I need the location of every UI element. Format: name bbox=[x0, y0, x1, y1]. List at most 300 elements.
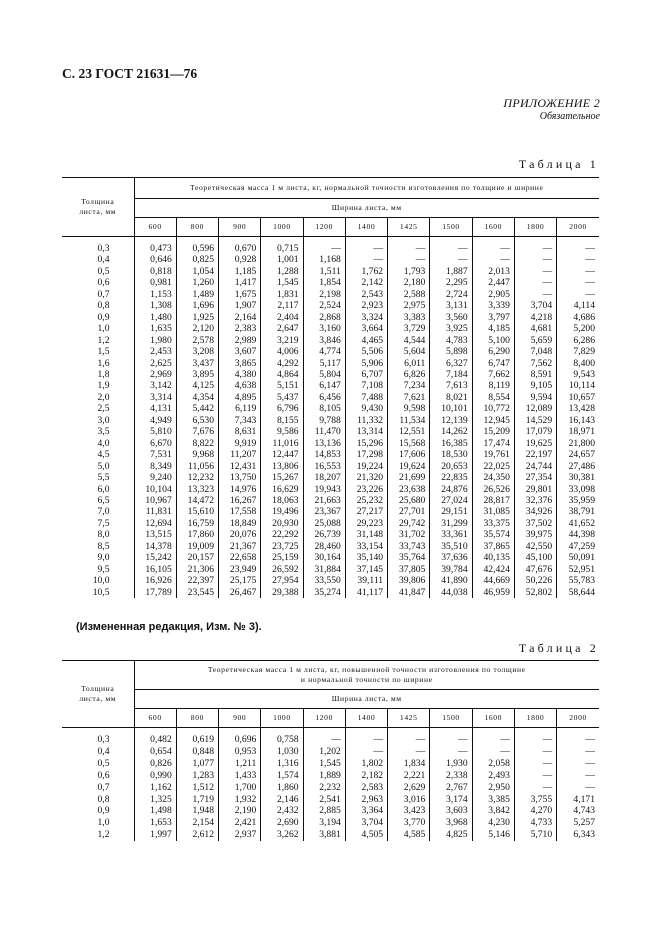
table-row bbox=[62, 746, 599, 758]
thickness-cell: 7,0 bbox=[97, 506, 110, 518]
mass-cell: 5,659 bbox=[514, 335, 556, 346]
mass-cell: — bbox=[345, 728, 387, 746]
mass-cell: 2,493 bbox=[472, 770, 514, 782]
table-row bbox=[62, 323, 599, 334]
mass-cell: 15,267 bbox=[261, 472, 303, 483]
mass-cell: 6,327 bbox=[430, 358, 472, 369]
mass-cell: 1,260 bbox=[176, 277, 218, 288]
table2-col-header: 600 bbox=[134, 709, 176, 728]
mass-cell: 14,529 bbox=[514, 415, 556, 426]
mass-cell: — bbox=[514, 770, 556, 782]
mass-cell: 7,613 bbox=[430, 380, 472, 391]
thickness-cell: 0,7 bbox=[97, 781, 110, 793]
mass-cell: 3,208 bbox=[176, 346, 218, 357]
mass-cell: 11,207 bbox=[219, 449, 261, 460]
mass-cell: 4,185 bbox=[472, 323, 514, 334]
mass-cell: — bbox=[557, 728, 599, 746]
mass-cell: 3,729 bbox=[388, 323, 430, 334]
mass-cell: 14,853 bbox=[303, 449, 345, 460]
mass-cell: 2,120 bbox=[176, 323, 218, 334]
mass-cell: 22,397 bbox=[176, 575, 218, 586]
mass-cell: — bbox=[557, 266, 599, 277]
appendix-label bbox=[503, 97, 600, 123]
mass-cell: 1,930 bbox=[430, 758, 472, 770]
table-row bbox=[62, 426, 599, 437]
mass-cell: 2,868 bbox=[303, 312, 345, 323]
mass-cell: 1,653 bbox=[134, 817, 176, 829]
mass-cell: — bbox=[472, 254, 514, 265]
table2-thickness-header bbox=[62, 661, 134, 728]
mass-cell: 37,805 bbox=[388, 564, 430, 575]
mass-cell: 2,404 bbox=[261, 312, 303, 323]
mass-cell: 14,378 bbox=[134, 541, 176, 552]
mass-cell: 0,654 bbox=[134, 746, 176, 758]
mass-cell: 16,926 bbox=[134, 575, 176, 586]
mass-cell: 35,574 bbox=[472, 529, 514, 540]
mass-cell: 11,016 bbox=[261, 438, 303, 449]
mass-cell: 0,818 bbox=[134, 266, 176, 277]
mass-cell: 8,349 bbox=[134, 461, 176, 472]
mass-cell: 4,125 bbox=[176, 380, 218, 391]
mass-cell: 35,764 bbox=[388, 552, 430, 563]
mass-cell: 4,131 bbox=[134, 403, 176, 414]
mass-cell: 1,511 bbox=[303, 266, 345, 277]
mass-cell: — bbox=[514, 289, 556, 300]
mass-cell: 18,530 bbox=[430, 449, 472, 460]
table1-thickness-header bbox=[62, 178, 134, 237]
mass-cell: 35,140 bbox=[345, 552, 387, 563]
mass-cell: 13,314 bbox=[345, 426, 387, 437]
mass-cell: 50,226 bbox=[514, 575, 556, 586]
mass-cell: 12,945 bbox=[472, 415, 514, 426]
thickness-cell: 1,0 bbox=[97, 323, 110, 335]
table-row bbox=[62, 552, 599, 563]
mass-cell: 46,959 bbox=[472, 587, 514, 598]
mass-cell: 7,531 bbox=[134, 449, 176, 460]
mass-cell: — bbox=[557, 770, 599, 782]
mass-cell: 1,834 bbox=[388, 758, 430, 770]
mass-cell: 2,937 bbox=[219, 829, 261, 841]
mass-cell: 1,316 bbox=[261, 758, 303, 770]
mass-cell: 22,835 bbox=[430, 472, 472, 483]
mass-cell: 26,526 bbox=[472, 484, 514, 495]
mass-cell: 33,361 bbox=[430, 529, 472, 540]
table1-mass-header: Теоретическая масса 1 м листа, кг, нормальной точности изготовления по толщине и ширине bbox=[134, 178, 599, 199]
mass-cell: 1,077 bbox=[176, 758, 218, 770]
mass-cell: 3,895 bbox=[176, 369, 218, 380]
mass-cell: 0,826 bbox=[134, 758, 176, 770]
mass-cell: 21,800 bbox=[557, 438, 599, 449]
mass-cell: — bbox=[303, 728, 345, 746]
mass-cell: 20,076 bbox=[219, 529, 261, 540]
table1-col-header: 1500 bbox=[430, 218, 472, 237]
mass-cell: 27,024 bbox=[430, 495, 472, 506]
table1-col-header: 600 bbox=[134, 218, 176, 237]
table-row bbox=[62, 237, 599, 255]
table-row bbox=[62, 529, 599, 540]
mass-cell: 30,164 bbox=[303, 552, 345, 563]
table-row bbox=[62, 254, 599, 265]
thickness-cell: 0,6 bbox=[97, 277, 110, 289]
thickness-cell: 8,0 bbox=[97, 529, 110, 541]
mass-cell: 0,646 bbox=[134, 254, 176, 265]
mass-cell: 20,653 bbox=[430, 461, 472, 472]
table-row bbox=[62, 758, 599, 770]
mass-cell: — bbox=[514, 237, 556, 255]
mass-cell: 1,793 bbox=[388, 266, 430, 277]
mass-cell: 39,975 bbox=[514, 529, 556, 540]
mass-cell: 25,175 bbox=[219, 575, 261, 586]
mass-cell: 0,619 bbox=[176, 728, 218, 746]
mass-cell: 2,058 bbox=[472, 758, 514, 770]
thickness-cell: 0,9 bbox=[97, 805, 110, 817]
mass-cell: 1,308 bbox=[134, 300, 176, 311]
table2-column-headers bbox=[62, 709, 599, 728]
thickness-cell: 1,8 bbox=[97, 368, 110, 380]
mass-cell: 3,437 bbox=[176, 358, 218, 369]
mass-cell: 33,743 bbox=[388, 541, 430, 552]
mass-cell: 4,006 bbox=[261, 346, 303, 357]
mass-cell: 2,647 bbox=[261, 323, 303, 334]
table1-thickness-label-1: Толщина bbox=[81, 197, 115, 206]
mass-cell: 2,612 bbox=[176, 829, 218, 841]
mass-cell: 5,257 bbox=[557, 817, 599, 829]
mass-cell: 3,339 bbox=[472, 300, 514, 311]
mass-cell: 5,710 bbox=[514, 829, 556, 841]
mass-cell: 10,104 bbox=[134, 484, 176, 495]
mass-cell: 3,262 bbox=[261, 829, 303, 841]
table2-col-header: 1425 bbox=[388, 709, 430, 728]
mass-cell: 37,502 bbox=[514, 518, 556, 529]
mass-cell: 26,467 bbox=[219, 587, 261, 598]
thickness-cell: 0,4 bbox=[97, 254, 110, 266]
thickness-cell: 5,0 bbox=[97, 460, 110, 472]
mass-cell: — bbox=[557, 289, 599, 300]
mass-cell: 7,662 bbox=[472, 369, 514, 380]
mass-cell: 27,354 bbox=[514, 472, 556, 483]
mass-cell: 7,829 bbox=[557, 346, 599, 357]
mass-cell: 39,806 bbox=[388, 575, 430, 586]
thickness-cell: 2,0 bbox=[97, 391, 110, 403]
table-row bbox=[62, 817, 599, 829]
mass-cell: 1,948 bbox=[176, 805, 218, 817]
mass-cell: — bbox=[345, 254, 387, 265]
mass-cell: 19,624 bbox=[388, 461, 430, 472]
mass-cell: 7,676 bbox=[176, 426, 218, 437]
mass-cell: 1,675 bbox=[219, 289, 261, 300]
mass-cell: 18,063 bbox=[261, 495, 303, 506]
table1 bbox=[62, 177, 599, 598]
mass-cell: 18,971 bbox=[557, 426, 599, 437]
mass-cell: 8,400 bbox=[557, 358, 599, 369]
mass-cell: 7,234 bbox=[388, 380, 430, 391]
mass-cell: 0,696 bbox=[219, 728, 261, 746]
mass-cell: 2,180 bbox=[388, 277, 430, 288]
mass-cell: 4,783 bbox=[430, 335, 472, 346]
thickness-cell: 9,0 bbox=[97, 552, 110, 564]
mass-cell: 2,190 bbox=[219, 805, 261, 817]
mass-cell: 9,543 bbox=[557, 369, 599, 380]
mass-cell: 26,592 bbox=[261, 564, 303, 575]
mass-cell: 35,274 bbox=[303, 587, 345, 598]
mass-cell: 4,686 bbox=[557, 312, 599, 323]
mass-cell: 6,011 bbox=[388, 358, 430, 369]
mass-cell: 1,762 bbox=[345, 266, 387, 277]
mass-cell: 22,658 bbox=[219, 552, 261, 563]
mass-cell: 3,560 bbox=[430, 312, 472, 323]
mass-cell: 7,488 bbox=[345, 392, 387, 403]
mass-cell: 1,211 bbox=[219, 758, 261, 770]
table-row bbox=[62, 770, 599, 782]
thickness-cell: 5,5 bbox=[97, 472, 110, 484]
mass-cell: 13,750 bbox=[219, 472, 261, 483]
mass-cell: — bbox=[557, 254, 599, 265]
mass-cell: 41,117 bbox=[345, 587, 387, 598]
mass-cell: 3,423 bbox=[388, 805, 430, 817]
mass-cell: 2,767 bbox=[430, 782, 472, 794]
mass-cell: 30,381 bbox=[557, 472, 599, 483]
table-row bbox=[62, 506, 599, 517]
mass-cell: 7,343 bbox=[219, 415, 261, 426]
mass-cell: 37,636 bbox=[430, 552, 472, 563]
thickness-cell: 4,0 bbox=[97, 437, 110, 449]
mass-cell: 8,021 bbox=[430, 392, 472, 403]
mass-cell: 17,558 bbox=[219, 506, 261, 517]
mass-cell: 2,690 bbox=[261, 817, 303, 829]
mass-cell: 6,670 bbox=[134, 438, 176, 449]
mass-cell: 1,574 bbox=[261, 770, 303, 782]
mass-cell: 31,702 bbox=[388, 529, 430, 540]
mass-cell: — bbox=[430, 746, 472, 758]
mass-cell: 3,664 bbox=[345, 323, 387, 334]
mass-cell: 0,670 bbox=[219, 237, 261, 255]
mass-cell: 3,603 bbox=[430, 805, 472, 817]
table-row bbox=[62, 277, 599, 288]
mass-cell: 3,324 bbox=[345, 312, 387, 323]
mass-cell: — bbox=[514, 254, 556, 265]
mass-cell: 2,905 bbox=[472, 289, 514, 300]
mass-cell: 11,470 bbox=[303, 426, 345, 437]
mass-cell: 17,079 bbox=[514, 426, 556, 437]
mass-cell: 1,054 bbox=[176, 266, 218, 277]
thickness-cell: 0,3 bbox=[97, 734, 110, 745]
mass-cell: 19,943 bbox=[303, 484, 345, 495]
mass-cell: 29,223 bbox=[345, 518, 387, 529]
mass-cell: 3,704 bbox=[514, 300, 556, 311]
mass-cell: 0,928 bbox=[219, 254, 261, 265]
mass-cell: 3,755 bbox=[514, 794, 556, 806]
mass-cell: 12,551 bbox=[388, 426, 430, 437]
mass-cell: 3,160 bbox=[303, 323, 345, 334]
mass-cell: — bbox=[388, 746, 430, 758]
thickness-cell: 1,2 bbox=[97, 829, 110, 841]
table2-mass-label-2: и нормальной точности по ширине bbox=[300, 675, 433, 684]
mass-cell: 5,810 bbox=[134, 426, 176, 437]
mass-cell: 23,545 bbox=[176, 587, 218, 598]
mass-cell: 13,806 bbox=[261, 461, 303, 472]
mass-cell: 6,456 bbox=[303, 392, 345, 403]
mass-cell: 5,442 bbox=[176, 403, 218, 414]
mass-cell: 2,221 bbox=[388, 770, 430, 782]
mass-cell: 1,700 bbox=[219, 782, 261, 794]
mass-cell: 4,864 bbox=[261, 369, 303, 380]
mass-cell: 31,148 bbox=[345, 529, 387, 540]
mass-cell: 21,367 bbox=[219, 541, 261, 552]
thickness-cell: 1,2 bbox=[97, 334, 110, 346]
mass-cell: — bbox=[557, 277, 599, 288]
mass-cell: — bbox=[388, 728, 430, 746]
mass-cell: 1,831 bbox=[261, 289, 303, 300]
mass-cell: 42,550 bbox=[514, 541, 556, 552]
mass-cell: 1,030 bbox=[261, 746, 303, 758]
table2-col-header: 1200 bbox=[303, 709, 345, 728]
table-row bbox=[62, 794, 599, 806]
mass-cell: 15,296 bbox=[345, 438, 387, 449]
mass-cell: 15,568 bbox=[388, 438, 430, 449]
table-row bbox=[62, 392, 599, 403]
table1-thickness-label-2: листа, мм bbox=[79, 207, 117, 216]
mass-cell: 6,119 bbox=[219, 403, 261, 414]
mass-cell: 1,635 bbox=[134, 323, 176, 334]
mass-cell: 25,159 bbox=[261, 552, 303, 563]
table-row bbox=[62, 575, 599, 586]
thickness-cell: 0,3 bbox=[97, 243, 110, 254]
mass-cell: 9,968 bbox=[176, 449, 218, 460]
mass-cell: 3,607 bbox=[219, 346, 261, 357]
mass-cell: 4,380 bbox=[219, 369, 261, 380]
mass-cell: 2,588 bbox=[388, 289, 430, 300]
mass-cell: 3,174 bbox=[430, 794, 472, 806]
table-row bbox=[62, 564, 599, 575]
mass-cell: 2,975 bbox=[388, 300, 430, 311]
thickness-cell: 6,0 bbox=[97, 483, 110, 495]
table1-col-header: 1800 bbox=[514, 218, 556, 237]
mass-cell: 52,951 bbox=[557, 564, 599, 575]
table-row bbox=[62, 438, 599, 449]
mass-cell: 25,232 bbox=[345, 495, 387, 506]
mass-cell: 4,544 bbox=[388, 335, 430, 346]
mass-cell: 27,217 bbox=[345, 506, 387, 517]
mass-cell: 24,657 bbox=[557, 449, 599, 460]
mass-cell: 6,147 bbox=[303, 380, 345, 391]
table1-col-header: 900 bbox=[219, 218, 261, 237]
thickness-cell: 9,5 bbox=[97, 563, 110, 575]
mass-cell: 10,101 bbox=[430, 403, 472, 414]
mass-cell: 19,009 bbox=[176, 541, 218, 552]
mass-cell: 7,184 bbox=[430, 369, 472, 380]
mass-cell: 5,437 bbox=[261, 392, 303, 403]
mass-cell: 19,496 bbox=[261, 506, 303, 517]
mass-cell: 0,715 bbox=[261, 237, 303, 255]
mass-cell: 17,474 bbox=[472, 438, 514, 449]
mass-cell: 4,230 bbox=[472, 817, 514, 829]
mass-cell: 2,447 bbox=[472, 277, 514, 288]
mass-cell: 47,259 bbox=[557, 541, 599, 552]
mass-cell: 31,299 bbox=[430, 518, 472, 529]
mass-cell: 21,306 bbox=[176, 564, 218, 575]
mass-cell: 7,621 bbox=[388, 392, 430, 403]
mass-cell: 3,925 bbox=[430, 323, 472, 334]
mass-cell: 4,218 bbox=[514, 312, 556, 323]
mass-cell: 11,534 bbox=[388, 415, 430, 426]
mass-cell: 1,889 bbox=[303, 770, 345, 782]
mass-cell: 0,596 bbox=[176, 237, 218, 255]
mass-cell: 2,524 bbox=[303, 300, 345, 311]
mass-cell: 1,545 bbox=[261, 277, 303, 288]
table-row bbox=[62, 346, 599, 357]
mass-cell: 5,604 bbox=[388, 346, 430, 357]
mass-cell: 3,194 bbox=[303, 817, 345, 829]
mass-cell: 5,117 bbox=[303, 358, 345, 369]
mass-cell: 2,923 bbox=[345, 300, 387, 311]
mass-cell: 27,701 bbox=[388, 506, 430, 517]
mass-cell: 16,143 bbox=[557, 415, 599, 426]
mass-cell: 21,320 bbox=[345, 472, 387, 483]
mass-cell: 16,385 bbox=[430, 438, 472, 449]
mass-cell: 11,332 bbox=[345, 415, 387, 426]
mass-cell: 2,543 bbox=[345, 289, 387, 300]
mass-cell: 33,375 bbox=[472, 518, 514, 529]
table-row bbox=[62, 805, 599, 817]
mass-cell: 2,583 bbox=[345, 782, 387, 794]
mass-cell: 23,638 bbox=[388, 484, 430, 495]
mass-cell: 4,171 bbox=[557, 794, 599, 806]
mass-cell: 29,742 bbox=[388, 518, 430, 529]
table1-col-header: 1425 bbox=[388, 218, 430, 237]
mass-cell: 2,013 bbox=[472, 266, 514, 277]
mass-cell: 13,323 bbox=[176, 484, 218, 495]
thickness-cell: 0,5 bbox=[97, 265, 110, 277]
mass-cell: 10,967 bbox=[134, 495, 176, 506]
table-row bbox=[62, 289, 599, 300]
mass-cell: 9,788 bbox=[303, 415, 345, 426]
mass-cell: — bbox=[557, 758, 599, 770]
appendix-subtitle: Обязательное bbox=[539, 111, 600, 122]
mass-cell: 1,997 bbox=[134, 829, 176, 841]
mass-cell: 4,681 bbox=[514, 323, 556, 334]
mass-cell: — bbox=[514, 266, 556, 277]
mass-cell: 2,117 bbox=[261, 300, 303, 311]
table2-col-header: 900 bbox=[219, 709, 261, 728]
mass-cell: 44,669 bbox=[472, 575, 514, 586]
mass-cell: — bbox=[430, 237, 472, 255]
mass-cell: 1,512 bbox=[176, 782, 218, 794]
mass-cell: 12,694 bbox=[134, 518, 176, 529]
mass-cell: 5,146 bbox=[472, 829, 514, 841]
mass-cell: 9,594 bbox=[514, 392, 556, 403]
mass-cell: 0,825 bbox=[176, 254, 218, 265]
mass-cell: 35,510 bbox=[430, 541, 472, 552]
mass-cell: 1,932 bbox=[219, 794, 261, 806]
table2-col-header: 1600 bbox=[472, 709, 514, 728]
mass-cell: 2,142 bbox=[345, 277, 387, 288]
mass-cell: 2,432 bbox=[261, 805, 303, 817]
mass-cell: 8,155 bbox=[261, 415, 303, 426]
appendix-title: ПРИЛОЖЕНИЕ 2 bbox=[503, 96, 600, 110]
table-row bbox=[62, 403, 599, 414]
mass-cell: — bbox=[472, 746, 514, 758]
mass-cell: 0,953 bbox=[219, 746, 261, 758]
table-row bbox=[62, 461, 599, 472]
thickness-cell: 0,9 bbox=[97, 311, 110, 323]
mass-cell: 3,131 bbox=[430, 300, 472, 311]
table-row bbox=[62, 484, 599, 495]
table2-col-header: 1000 bbox=[261, 709, 303, 728]
mass-cell: 0,981 bbox=[134, 277, 176, 288]
mass-cell: 24,350 bbox=[472, 472, 514, 483]
mass-cell: 2,383 bbox=[219, 323, 261, 334]
mass-cell: — bbox=[557, 237, 599, 255]
